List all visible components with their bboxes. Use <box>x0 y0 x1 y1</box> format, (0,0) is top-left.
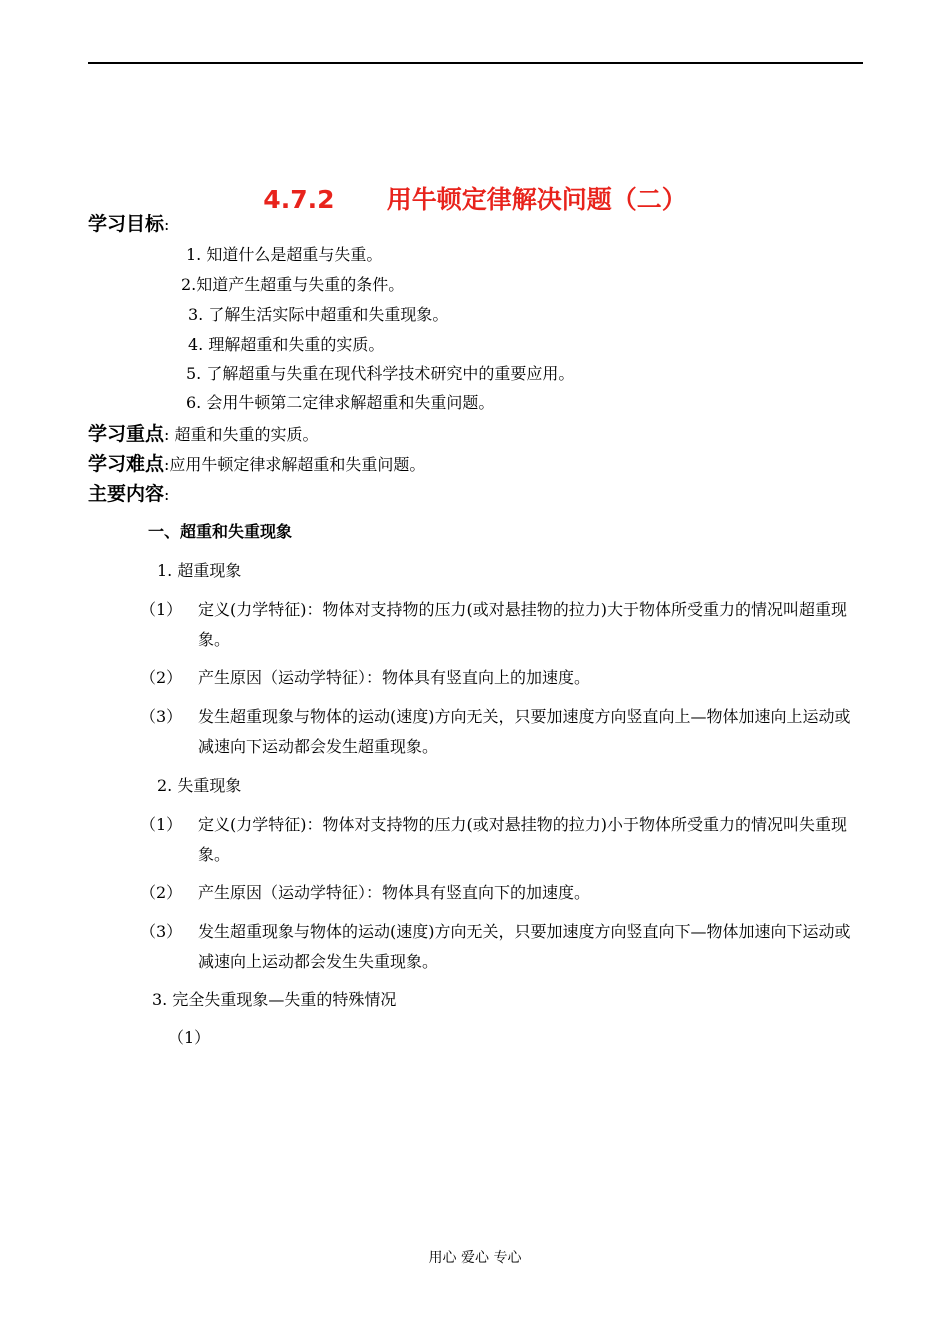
objectives-colon: : <box>164 215 170 234</box>
objectives-label: 学习目标 <box>88 213 165 235</box>
main-content-label: 主要内容 <box>88 483 165 505</box>
objective-item-2: 2.知道产生超重与失重的条件。 <box>181 275 405 294</box>
objective-item-3: 3. 了解生活实际中超重和失重现象。 <box>188 305 449 324</box>
objective-item-6: 6. 会用牛顿第二定律求解超重和失重问题。 <box>186 393 495 412</box>
part1-item-1-number: （1） <box>140 600 183 619</box>
part1-item-2-number: （2） <box>140 668 183 687</box>
part2-heading: 2. 失重现象 <box>157 776 242 795</box>
difficulty-label: 学习难点 <box>88 453 165 475</box>
part2-item-3-text: 发生超重现象与物体的运动(速度)方向无关，只要加速度方向竖直向下—物体加速向下运动或减速向上运动都会发生失重现象。 <box>198 922 851 971</box>
part1-item-2-text: 产生原因（运动学特征）：物体具有竖直向上的加速度。 <box>198 668 591 687</box>
difficulty-text: :应用牛顿定律求解超重和失重问题。 <box>164 455 426 474</box>
objective-item-4: 4. 理解超重和失重的实质。 <box>188 335 385 354</box>
difficulty-row <box>88 454 425 475</box>
part1-item-3-text: 发生超重现象与物体的运动(速度)方向无关，只要加速度方向竖直向上—物体加速向上运动或减速向下运动都会发生超重现象。 <box>198 707 851 756</box>
objective-item-1: 1. 知道什么是超重与失重。 <box>186 245 383 264</box>
part2-item-1-text: 定义(力学特征)：物体对支持物的压力(或对悬挂物的拉力)小于物体所受重力的情况叫失重现象。 <box>198 815 847 864</box>
key-point-text: : 超重和失重的实质。 <box>164 425 319 444</box>
objectives-row <box>88 214 169 235</box>
header-rule <box>88 62 863 64</box>
part1-item-1-text: 定义(力学特征)：物体对支持物的压力(或对悬挂物的拉力)大于物体所受重力的情况叫超重现象。 <box>198 600 847 649</box>
part3-item-1-number: （1） <box>168 1028 211 1047</box>
part1-item-3-number: （3） <box>140 707 183 726</box>
objective-item-5: 5. 了解超重与失重在现代科学技术研究中的重要应用。 <box>186 364 575 383</box>
main-content-row <box>88 484 169 505</box>
main-content-colon: : <box>164 485 170 504</box>
part2-item-1-number: （1） <box>140 815 183 834</box>
page-footer: 用心 爱心 专心 <box>428 1250 522 1266</box>
part2-item-2-text: 产生原因（运动学特征）：物体具有竖直向下的加速度。 <box>198 883 591 902</box>
part1-heading: 1. 超重现象 <box>157 561 242 580</box>
page-title: 4.7.2 用牛顿定律解决问题（二） <box>263 185 687 214</box>
key-point-row <box>88 424 319 445</box>
part2-item-2-number: （2） <box>140 883 183 902</box>
part3-heading: 3. 完全失重现象—失重的特殊情况 <box>152 990 397 1009</box>
part2-item-3-number: （3） <box>140 922 183 941</box>
key-point-label: 学习重点 <box>88 423 165 445</box>
section-heading: 一、超重和失重现象 <box>148 522 293 541</box>
